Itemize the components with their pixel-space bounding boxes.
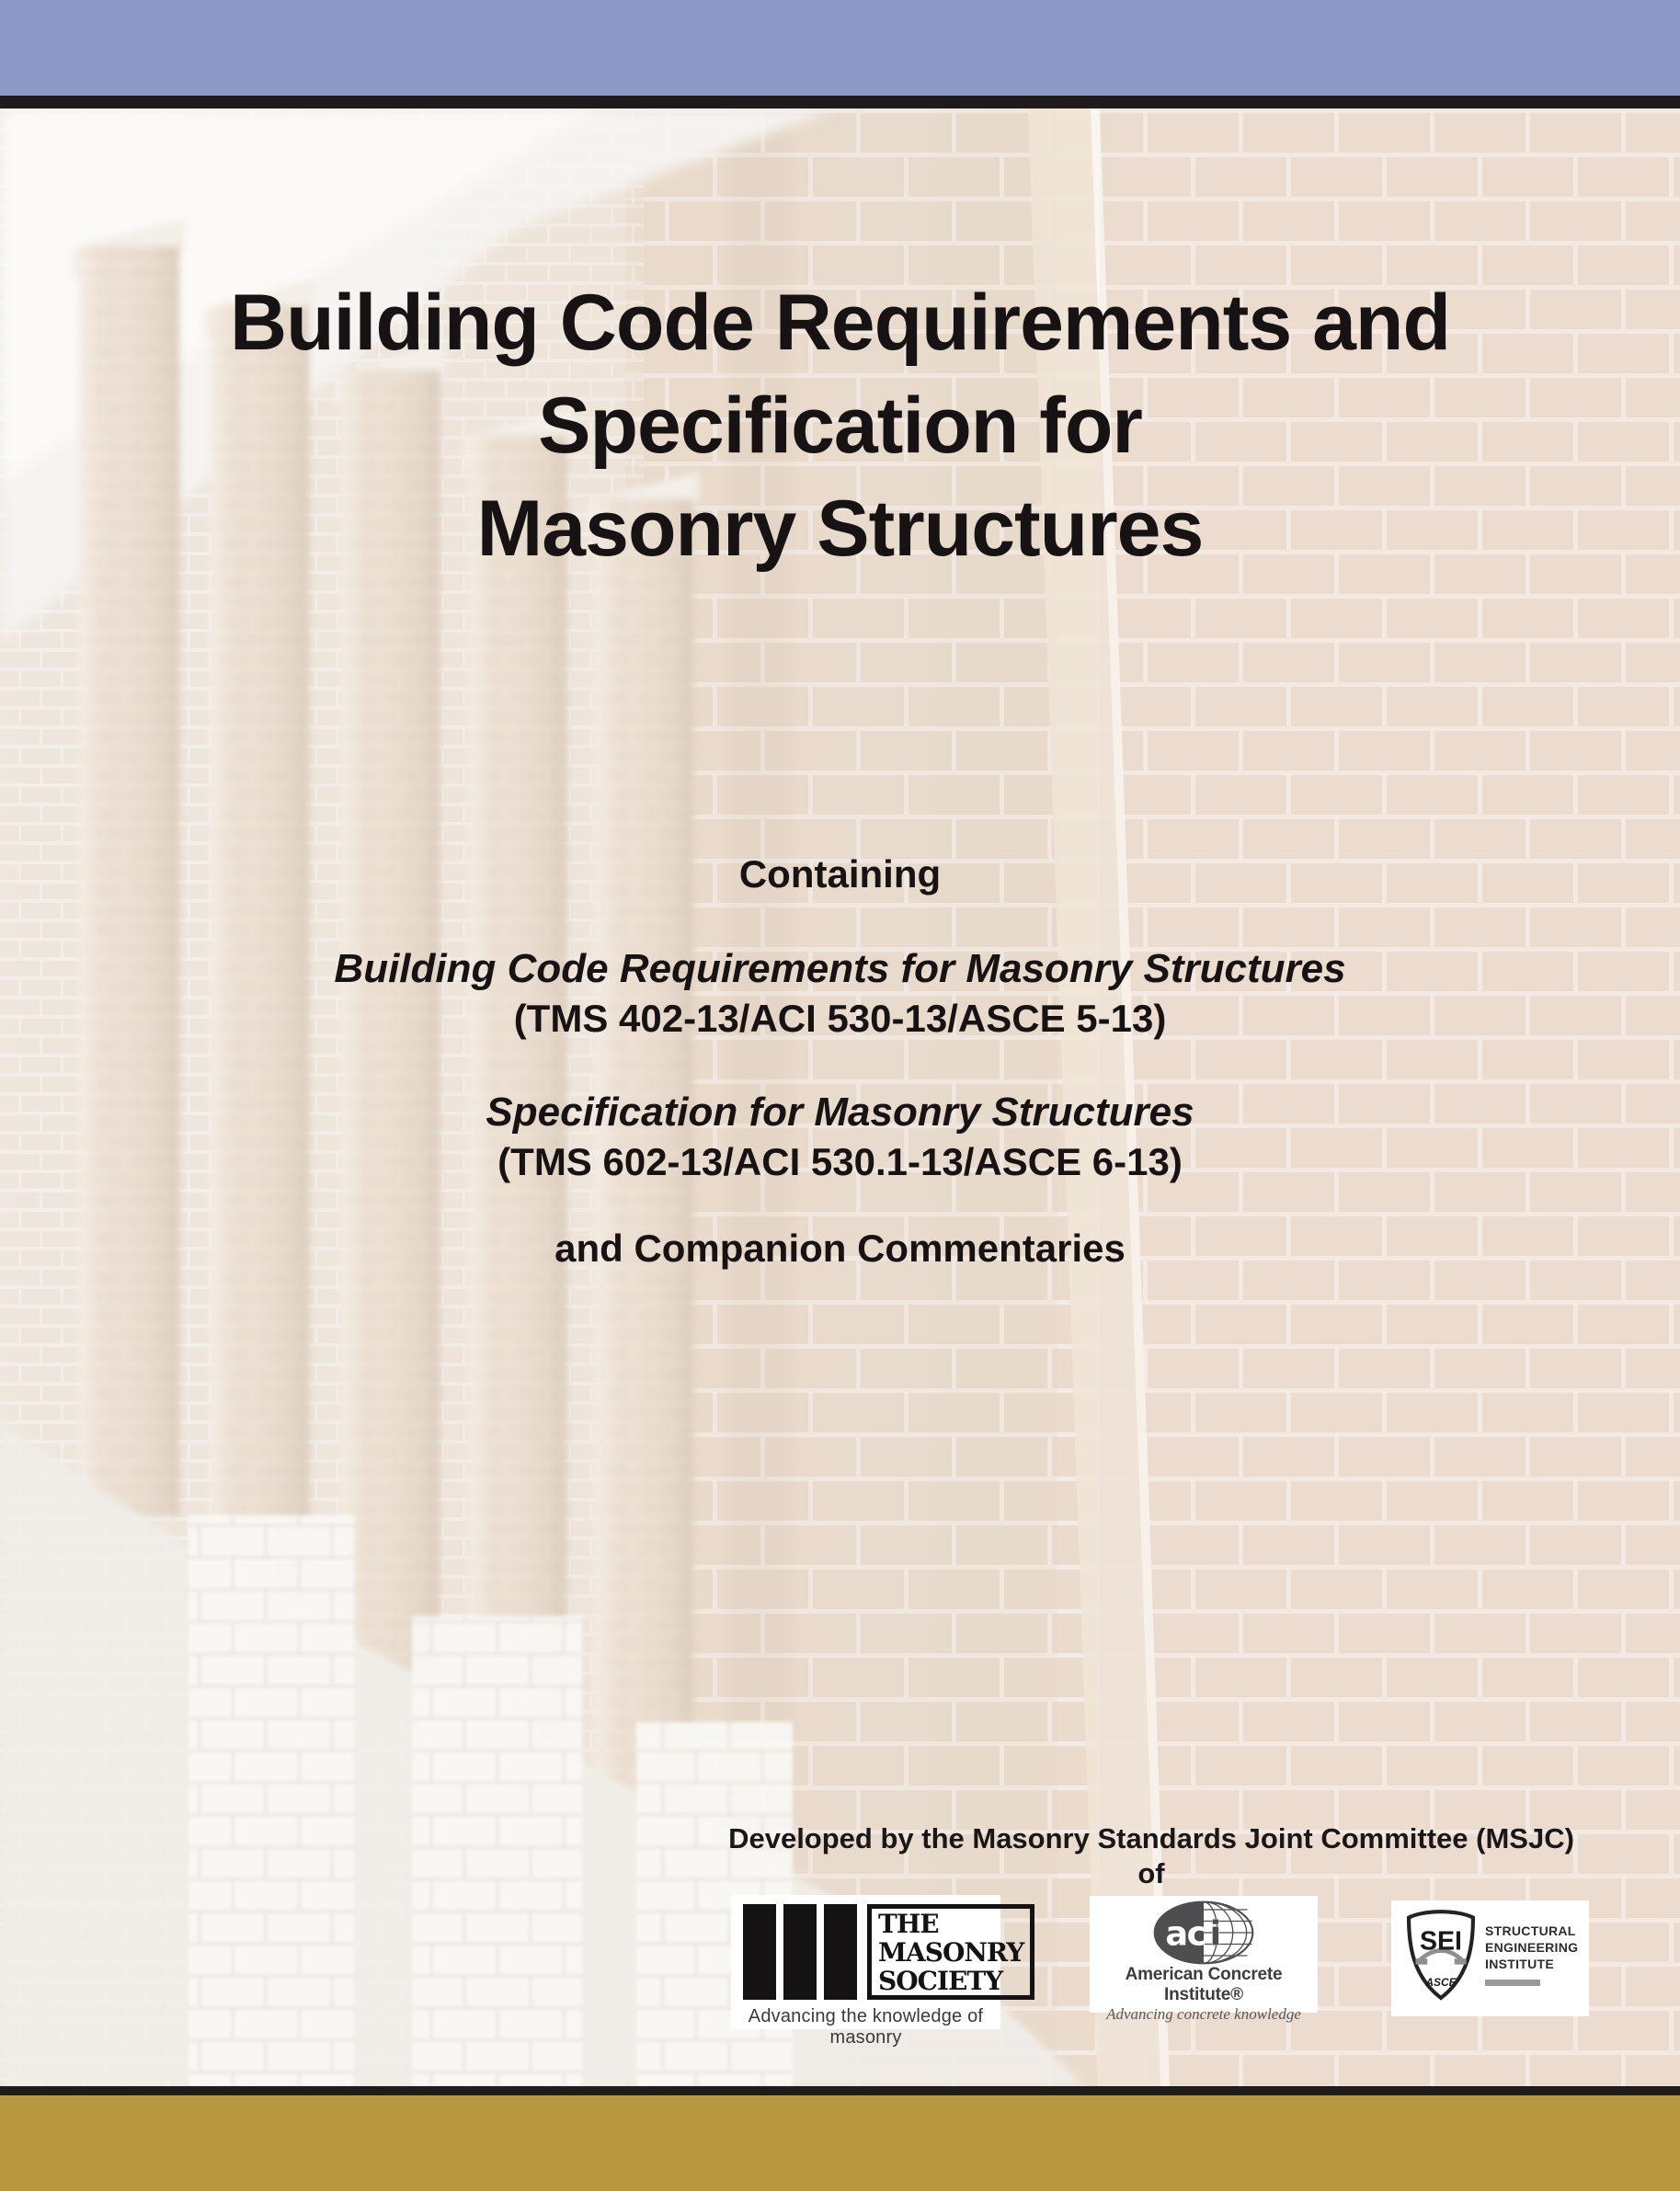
aci-globe-icon xyxy=(1142,1900,1265,1965)
sei-underline-bar xyxy=(1485,1980,1540,1986)
sei-name-line: INSTITUTE xyxy=(1485,1957,1555,1971)
book2-title: Specification for Masonry Structures xyxy=(486,1090,1194,1135)
tms-logo xyxy=(731,1895,1024,2048)
top-divider-bar xyxy=(0,96,1680,108)
aci-letter-c: c xyxy=(1186,1913,1207,1954)
sei-logo xyxy=(1391,1900,1589,2016)
main-title xyxy=(0,271,1680,580)
top-banner xyxy=(0,0,1680,96)
sei-shield-icon xyxy=(1399,1906,1483,2005)
title-line: Specification for xyxy=(538,382,1142,470)
aci-name: American Concrete Institute® xyxy=(1125,1965,1283,2004)
title-line: Building Code Requirements and xyxy=(230,279,1450,367)
commentaries-note: and Companion Commentaries xyxy=(554,1227,1126,1270)
tms-tagline: Advancing the knowledge of masonry xyxy=(748,2006,984,2048)
aci-letter-a: a xyxy=(1165,1913,1189,1954)
book2-designation: (TMS 602-13/ACI 530.1-13/ASCE 6-13) xyxy=(497,1140,1183,1183)
bottom-banner xyxy=(0,2095,1680,2191)
aci-tagline: Advancing concrete knowledge xyxy=(1106,2005,1301,2023)
sei-acronym: SEI xyxy=(1420,1926,1462,1957)
aci-logo xyxy=(1090,1896,1318,2023)
sei-asce-label: ASCE xyxy=(1425,1976,1457,1990)
tms-wordmark-line: THE xyxy=(878,1909,939,1939)
tms-wordmark xyxy=(867,1904,1034,2000)
title-line: Masonry Structures xyxy=(476,485,1204,573)
sei-name-line: STRUCTURAL xyxy=(1485,1923,1576,1938)
tms-logo-row xyxy=(731,1895,1024,2000)
tms-bars-icon xyxy=(743,1904,857,2000)
book1-title: Building Code Requirements for Masonry Structures xyxy=(334,946,1346,991)
tms-wordmark-line: SOCIETY xyxy=(878,1966,1003,1996)
bottom-divider-bar xyxy=(0,2086,1680,2095)
containing-label: Containing xyxy=(738,852,942,896)
book1-designation: (TMS 402-13/ACI 530-13/ASCE 5-13) xyxy=(513,997,1167,1040)
aci-letter-i: i xyxy=(1209,1913,1222,1954)
sei-name xyxy=(1485,1923,1578,2016)
tms-wordmark-line: MASONRY xyxy=(878,1937,1024,1968)
msjc-credit-line: Developed by the Masonry Standards Joint Committee (MSJC) of xyxy=(728,1822,1574,1889)
sei-name-line: ENGINEERING xyxy=(1485,1940,1579,1955)
